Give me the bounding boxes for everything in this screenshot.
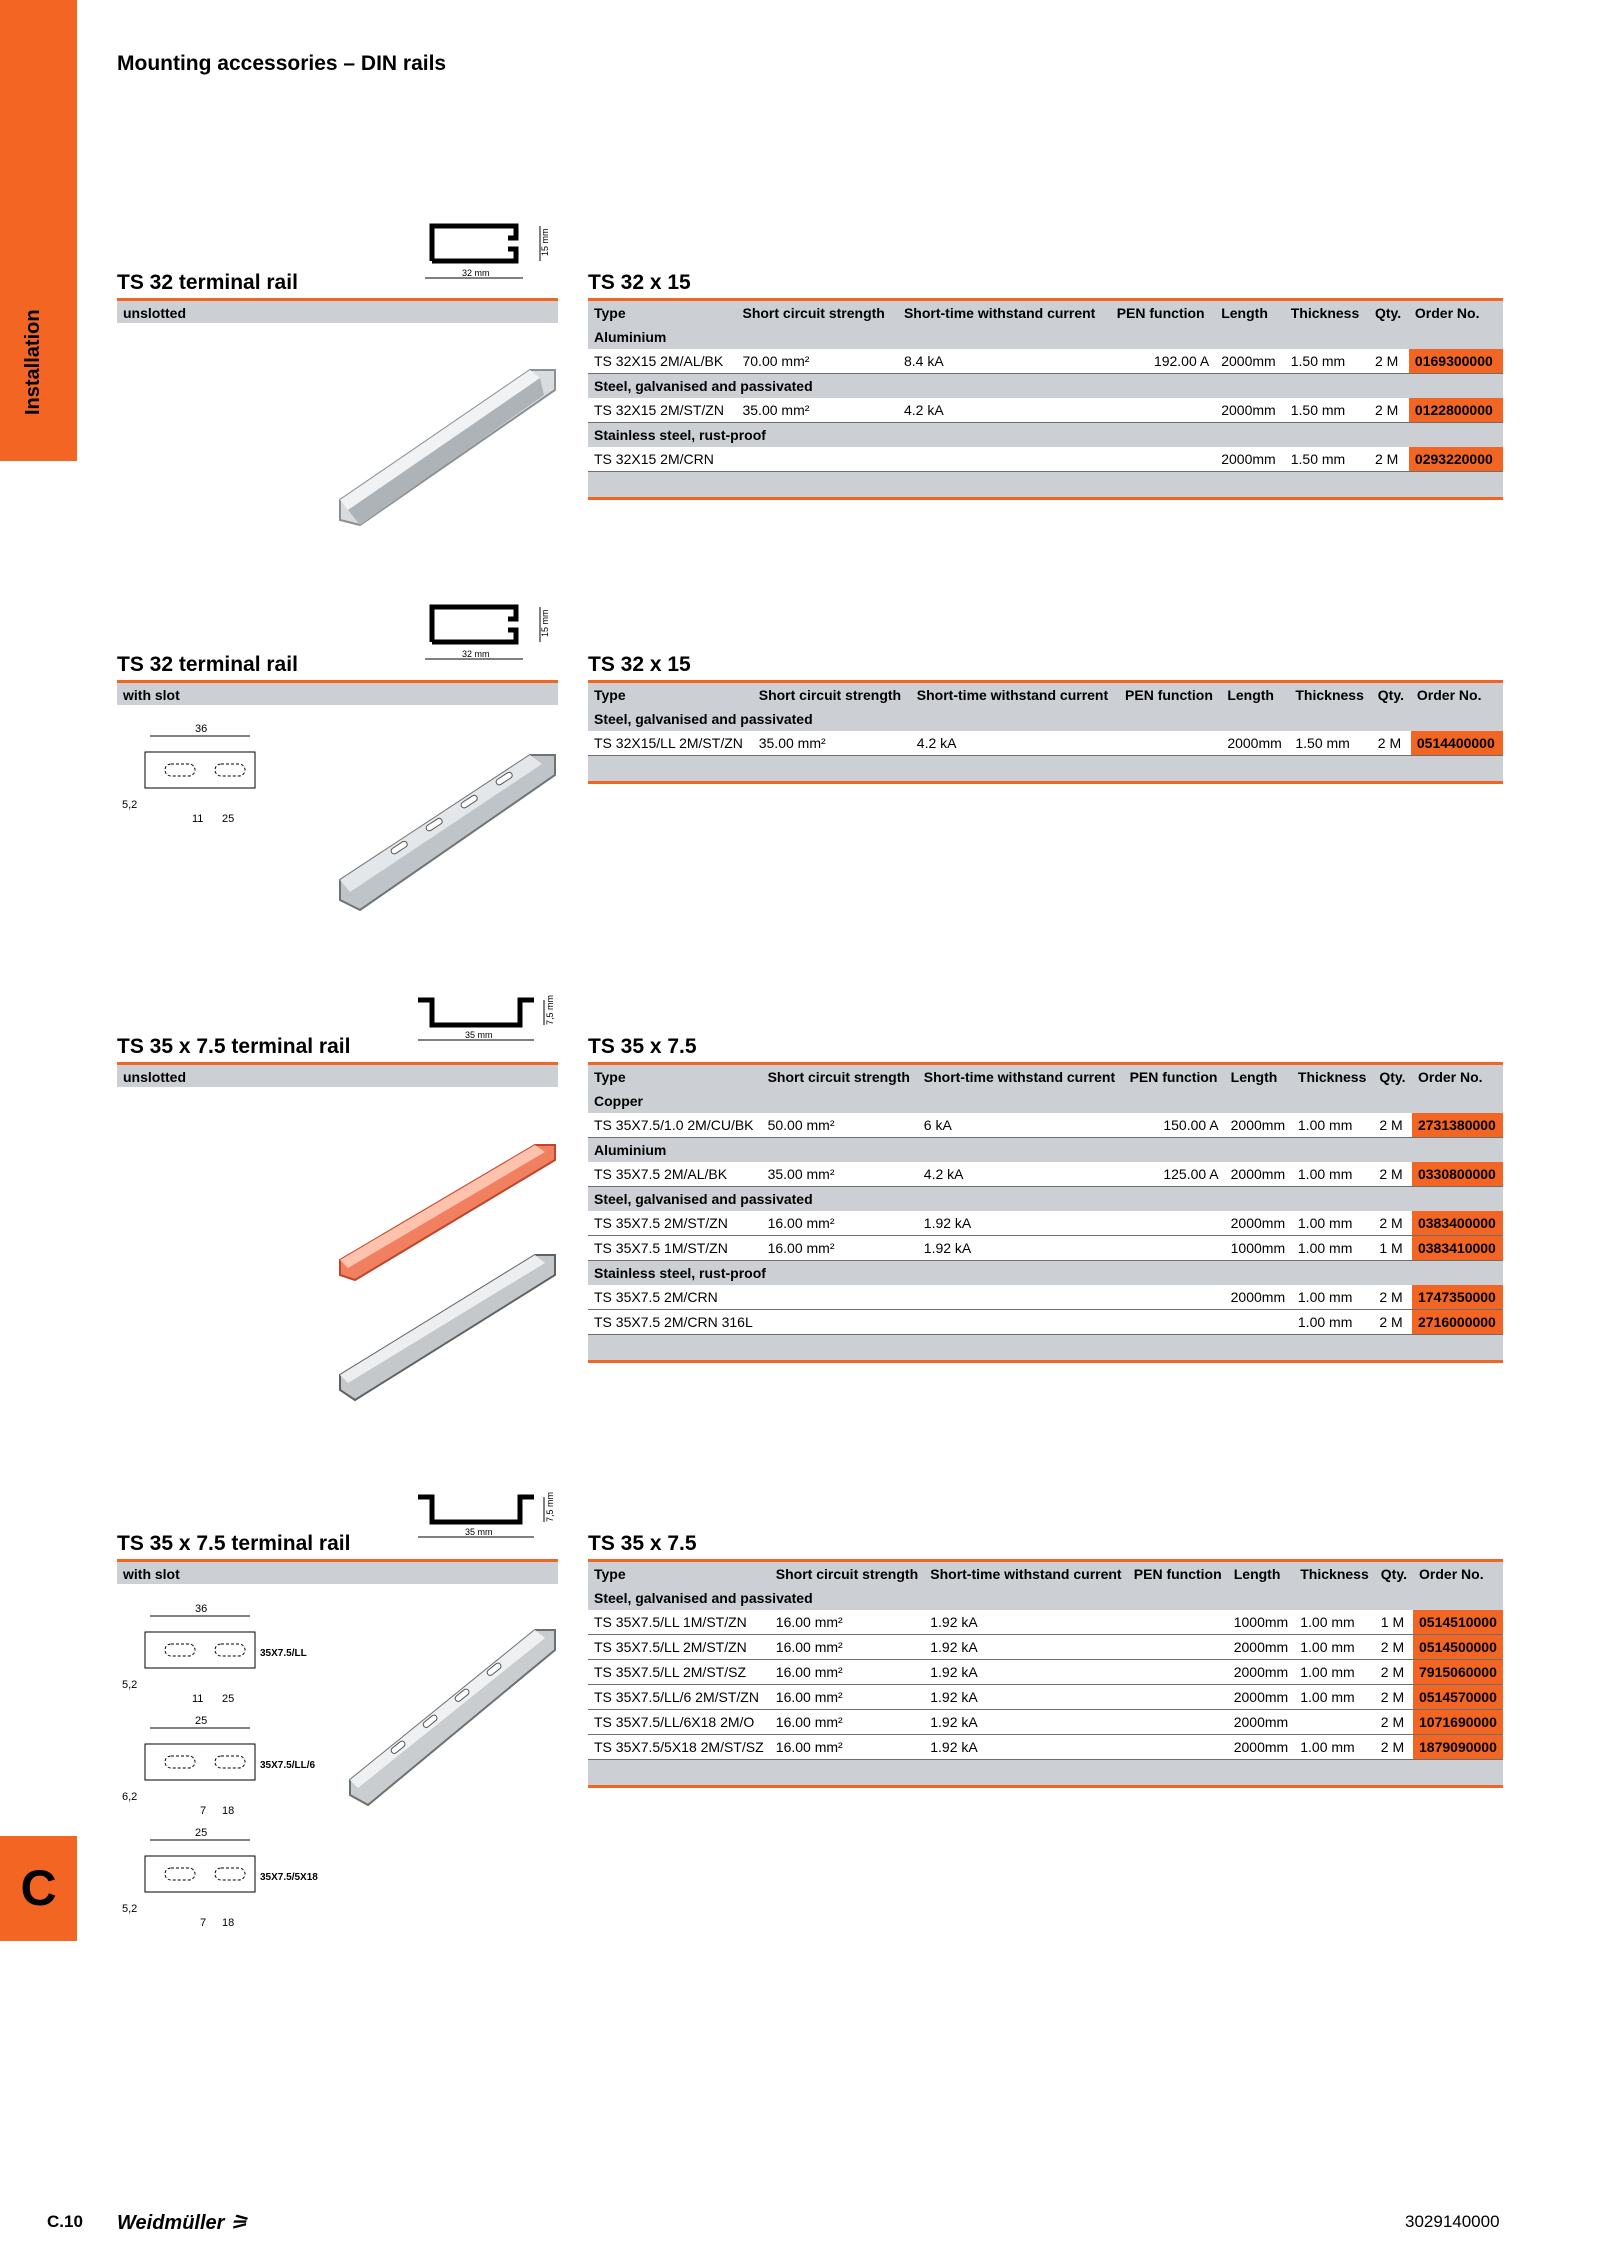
material-group-label: Steel, galvanised and passivated [588, 1586, 1503, 1610]
cell-thickness: 1.00 mm [1292, 1310, 1373, 1335]
cell-order-no: 0383400000 [1412, 1211, 1503, 1236]
column-header-type: Type [588, 683, 753, 707]
cell-type: TS 32X15/LL 2M/ST/ZN [588, 731, 753, 756]
side-tab-label: Installation [22, 309, 44, 415]
cell-order-no: 0514500000 [1413, 1635, 1503, 1660]
cell-short-circuit: 16.00 mm² [762, 1211, 918, 1236]
table-row [588, 1310, 1503, 1335]
cell-qty: 2 M [1375, 1635, 1413, 1660]
svg-text:5,2: 5,2 [122, 1903, 138, 1915]
product-title: TS 32 terminal rail [117, 271, 298, 294]
cell-length: 2000mm [1225, 1113, 1292, 1138]
column-header-withstand-current: Short-time withstand current [924, 1562, 1128, 1586]
cell-pen-function [1128, 1660, 1228, 1685]
table-title: TS 35 x 7.5 [588, 1035, 697, 1058]
rail-image [330, 360, 560, 540]
cell-thickness: 1.00 mm [1292, 1236, 1373, 1261]
svg-text:25: 25 [222, 813, 235, 825]
material-group-row [588, 707, 1503, 731]
table-footer-row [588, 472, 1503, 499]
variant-bar: unslotted [117, 301, 558, 323]
cell-thickness: 1.00 mm [1294, 1610, 1375, 1635]
cell-qty: 2 M [1375, 1685, 1413, 1710]
cell-order-no: 0169300000 [1409, 349, 1503, 374]
variant-bar: unslotted [117, 1065, 558, 1087]
rail-image [340, 1620, 560, 1810]
cell-length: 2000mm [1228, 1710, 1295, 1735]
table-title: TS 35 x 7.5 [588, 1532, 697, 1555]
rail-profile-drawing [410, 985, 560, 1055]
cell-length: 2000mm [1215, 349, 1285, 374]
cell-order-no: 0122800000 [1409, 398, 1503, 423]
cell-short-circuit: 16.00 mm² [762, 1236, 918, 1261]
table-row [588, 447, 1503, 472]
cell-length: 2000mm [1225, 1162, 1292, 1187]
material-group-row [588, 1138, 1503, 1163]
product-table [588, 683, 1503, 784]
cell-thickness: 1.00 mm [1294, 1735, 1375, 1760]
table-header-row [588, 1562, 1503, 1586]
cell-pen-function [1124, 1236, 1225, 1261]
slot-diagram [120, 1824, 350, 1934]
cell-type: TS 35X7.5/LL/6X18 2M/O [588, 1710, 770, 1735]
cell-thickness: 1.50 mm [1285, 349, 1369, 374]
cell-qty: 2 M [1375, 1735, 1413, 1760]
cell-withstand-current: 1.92 kA [924, 1660, 1128, 1685]
cell-withstand-current: 1.92 kA [924, 1710, 1128, 1735]
column-header-withstand-current: Short-time withstand current [918, 1065, 1124, 1089]
cell-order-no: 0514400000 [1411, 731, 1503, 756]
column-header-pen-function: PEN function [1111, 301, 1216, 325]
cell-order-no: 0293220000 [1409, 447, 1503, 472]
table-row [588, 1211, 1503, 1236]
svg-text:11: 11 [192, 813, 204, 825]
cell-type: TS 32X15 2M/CRN [588, 447, 736, 472]
material-group-row [588, 1261, 1503, 1286]
column-header-length: Length [1221, 683, 1289, 707]
product-table [588, 1562, 1503, 1788]
cell-length: 2000mm [1228, 1635, 1295, 1660]
profile-width-label: 35 mm [465, 1030, 493, 1040]
cell-short-circuit [762, 1310, 918, 1335]
cell-type: TS 35X7.5/LL 1M/ST/ZN [588, 1610, 770, 1635]
cell-short-circuit: 70.00 mm² [736, 349, 897, 374]
cell-withstand-current: 1.92 kA [918, 1211, 1124, 1236]
column-header-type: Type [588, 1562, 770, 1586]
material-group-row [588, 1089, 1503, 1113]
profile-height-label: 7,5 mm [545, 1491, 555, 1522]
cell-thickness: 1.00 mm [1292, 1113, 1373, 1138]
material-group-row [588, 374, 1503, 399]
cell-order-no: 7915060000 [1413, 1660, 1503, 1685]
column-header-short-circuit: Short circuit strength [753, 683, 911, 707]
cell-qty: 2 M [1375, 1660, 1413, 1685]
table-row [588, 1635, 1503, 1660]
cell-thickness: 1.00 mm [1292, 1211, 1373, 1236]
cell-length: 2000mm [1225, 1285, 1292, 1310]
page-number: C.10 [47, 2212, 83, 2231]
variant-bar: with slot [117, 1562, 558, 1584]
cell-pen-function [1128, 1635, 1228, 1660]
svg-text:7: 7 [200, 1805, 207, 1817]
svg-text:5,2: 5,2 [122, 799, 138, 811]
cell-withstand-current: 1.92 kA [924, 1635, 1128, 1660]
material-group-label: Aluminium [588, 325, 1503, 349]
cell-type: TS 35X7.5 2M/AL/BK [588, 1162, 762, 1187]
cell-pen-function: 125.00 A [1124, 1162, 1225, 1187]
cell-thickness: 1.00 mm [1292, 1162, 1373, 1187]
cell-withstand-current: 4.2 kA [918, 1162, 1124, 1187]
table-row [588, 1685, 1503, 1710]
cell-order-no: 0383410000 [1412, 1236, 1503, 1261]
product-table [588, 301, 1503, 500]
cell-qty: 2 M [1372, 731, 1411, 756]
brand-symbol-icon: ⚞ [230, 2212, 248, 2234]
material-group-row [588, 423, 1503, 448]
profile-width-label: 32 mm [462, 268, 490, 278]
cell-thickness: 1.00 mm [1294, 1635, 1375, 1660]
profile-height-label: 15 mm [540, 228, 550, 256]
table-row [588, 1236, 1503, 1261]
cell-qty: 2 M [1373, 1162, 1412, 1187]
svg-text:11: 11 [192, 1693, 204, 1705]
material-group-row [588, 1586, 1503, 1610]
cell-length: 2000mm [1228, 1660, 1295, 1685]
slot-diagram [120, 1712, 350, 1822]
cell-qty: 2 M [1373, 1285, 1412, 1310]
column-header-order-no: Order No. [1412, 1065, 1503, 1089]
table-row [588, 731, 1503, 756]
cell-length: 1000mm [1225, 1236, 1292, 1261]
column-header-type: Type [588, 1065, 762, 1089]
table-footer-row [588, 756, 1503, 783]
cell-withstand-current [918, 1310, 1124, 1335]
table-row [588, 1660, 1503, 1685]
brand-logo: Weidmüller ⚞ [117, 2212, 248, 2234]
cell-pen-function: 192.00 A [1111, 349, 1216, 374]
rail-profile-drawing [420, 216, 560, 296]
cell-withstand-current: 8.4 kA [898, 349, 1111, 374]
column-header-thickness: Thickness [1292, 1065, 1373, 1089]
cell-type: TS 35X7.5 1M/ST/ZN [588, 1236, 762, 1261]
column-header-type: Type [588, 301, 736, 325]
svg-text:5,2: 5,2 [122, 1679, 138, 1691]
profile-height-label: 15 mm [540, 609, 550, 637]
table-row [588, 349, 1503, 374]
column-header-thickness: Thickness [1294, 1562, 1375, 1586]
svg-text:35X7.5/LL: 35X7.5/LL [260, 1648, 307, 1659]
rail-profile-drawing [410, 1482, 560, 1552]
cell-qty: 2 M [1373, 1310, 1412, 1335]
table-row [588, 1285, 1503, 1310]
cell-type: TS 35X7.5 2M/CRN 316L [588, 1310, 762, 1335]
cell-withstand-current: 1.92 kA [924, 1735, 1128, 1760]
column-header-withstand-current: Short-time withstand current [911, 683, 1119, 707]
column-header-withstand-current: Short-time withstand current [898, 301, 1111, 325]
column-header-short-circuit: Short circuit strength [736, 301, 897, 325]
product-table [588, 1065, 1503, 1363]
rail-profile-drawing [420, 597, 560, 677]
cell-withstand-current [898, 447, 1111, 472]
cell-short-circuit: 16.00 mm² [770, 1710, 924, 1735]
table-row [588, 1610, 1503, 1635]
cell-order-no: 1747350000 [1412, 1285, 1503, 1310]
cell-length: 2000mm [1215, 447, 1285, 472]
column-header-qty: Qty. [1375, 1562, 1413, 1586]
table-footer-row [588, 1335, 1503, 1362]
table-row [588, 1710, 1503, 1735]
cell-type: TS 32X15 2M/ST/ZN [588, 398, 736, 423]
cell-short-circuit: 35.00 mm² [753, 731, 911, 756]
cell-short-circuit [736, 447, 897, 472]
column-header-short-circuit: Short circuit strength [770, 1562, 924, 1586]
cell-qty: 2 M [1373, 1211, 1412, 1236]
profile-width-label: 32 mm [462, 649, 490, 659]
cell-length: 2000mm [1215, 398, 1285, 423]
table-title: TS 32 x 15 [588, 271, 691, 294]
svg-text:36: 36 [195, 723, 208, 735]
slot-diagram [120, 1600, 350, 1710]
material-group-row [588, 325, 1503, 349]
page-title: Mounting accessories – DIN rails [117, 52, 447, 75]
column-header-qty: Qty. [1373, 1065, 1412, 1089]
cell-withstand-current: 4.2 kA [898, 398, 1111, 423]
material-group-label: Steel, galvanised and passivated [588, 374, 1503, 399]
rail-image-steel [330, 1250, 560, 1410]
column-header-order-no: Order No. [1411, 683, 1503, 707]
cell-pen-function [1111, 447, 1216, 472]
cell-short-circuit: 35.00 mm² [762, 1162, 918, 1187]
svg-text:25: 25 [195, 1827, 208, 1839]
cell-order-no: 2716000000 [1412, 1310, 1503, 1335]
cell-length: 2000mm [1225, 1211, 1292, 1236]
column-header-length: Length [1215, 301, 1285, 325]
cell-short-circuit: 16.00 mm² [770, 1685, 924, 1710]
cell-short-circuit: 16.00 mm² [770, 1610, 924, 1635]
cell-pen-function [1128, 1710, 1228, 1735]
cell-withstand-current: 1.92 kA [918, 1236, 1124, 1261]
material-group-label: Stainless steel, rust-proof [588, 1261, 1503, 1286]
svg-text:36: 36 [195, 1603, 208, 1615]
cell-order-no: 0514510000 [1413, 1610, 1503, 1635]
cell-pen-function [1111, 398, 1216, 423]
cell-pen-function [1124, 1310, 1225, 1335]
column-header-order-no: Order No. [1413, 1562, 1503, 1586]
cell-pen-function [1124, 1285, 1225, 1310]
cell-pen-function [1119, 731, 1221, 756]
table-row [588, 1113, 1503, 1138]
cell-withstand-current: 4.2 kA [911, 731, 1119, 756]
column-header-length: Length [1225, 1065, 1292, 1089]
table-row [588, 1735, 1503, 1760]
cell-short-circuit: 35.00 mm² [736, 398, 897, 423]
document-number: 3029140000 [1405, 2212, 1500, 2231]
column-header-thickness: Thickness [1289, 683, 1371, 707]
column-header-pen-function: PEN function [1124, 1065, 1225, 1089]
cell-thickness: 1.00 mm [1294, 1660, 1375, 1685]
material-group-label: Copper [588, 1089, 1503, 1113]
cell-withstand-current: 6 kA [918, 1113, 1124, 1138]
cell-length [1225, 1310, 1292, 1335]
cell-thickness: 1.50 mm [1289, 731, 1371, 756]
cell-order-no: 2731380000 [1412, 1113, 1503, 1138]
table-title: TS 32 x 15 [588, 653, 691, 676]
svg-text:18: 18 [222, 1805, 235, 1817]
cell-type: TS 35X7.5/LL 2M/ST/SZ [588, 1660, 770, 1685]
cell-withstand-current [918, 1285, 1124, 1310]
profile-width-label: 35 mm [465, 1527, 493, 1537]
material-group-label: Steel, galvanised and passivated [588, 707, 1503, 731]
cell-order-no: 1071690000 [1413, 1710, 1503, 1735]
slot-diagram [120, 720, 270, 830]
cell-pen-function [1124, 1211, 1225, 1236]
cell-qty: 2 M [1375, 1710, 1413, 1735]
cell-pen-function [1128, 1610, 1228, 1635]
cell-thickness: 1.50 mm [1285, 447, 1369, 472]
cell-type: TS 35X7.5 2M/ST/ZN [588, 1211, 762, 1236]
column-header-length: Length [1228, 1562, 1295, 1586]
cell-pen-function: 150.00 A [1124, 1113, 1225, 1138]
cell-pen-function [1128, 1685, 1228, 1710]
cell-type: TS 35X7.5/LL 2M/ST/ZN [588, 1635, 770, 1660]
cell-short-circuit: 16.00 mm² [770, 1660, 924, 1685]
cell-qty: 2 M [1369, 349, 1409, 374]
column-header-pen-function: PEN function [1119, 683, 1221, 707]
cell-type: TS 35X7.5/LL/6 2M/ST/ZN [588, 1685, 770, 1710]
rail-image [330, 750, 560, 920]
cell-type: TS 32X15 2M/AL/BK [588, 349, 736, 374]
cell-length: 2000mm [1221, 731, 1289, 756]
svg-text:6,2: 6,2 [122, 1791, 138, 1803]
cell-short-circuit: 16.00 mm² [770, 1735, 924, 1760]
column-header-qty: Qty. [1372, 683, 1411, 707]
cell-type: TS 35X7.5/1.0 2M/CU/BK [588, 1113, 762, 1138]
cell-short-circuit: 16.00 mm² [770, 1635, 924, 1660]
cell-short-circuit [762, 1285, 918, 1310]
cell-qty: 1 M [1375, 1610, 1413, 1635]
cell-length: 2000mm [1228, 1735, 1295, 1760]
table-header-row [588, 301, 1503, 325]
column-header-pen-function: PEN function [1128, 1562, 1228, 1586]
column-header-thickness: Thickness [1285, 301, 1369, 325]
cell-qty: 2 M [1369, 447, 1409, 472]
cell-short-circuit: 50.00 mm² [762, 1113, 918, 1138]
material-group-label: Stainless steel, rust-proof [588, 423, 1503, 448]
svg-text:18: 18 [222, 1917, 235, 1929]
table-header-row [588, 683, 1503, 707]
variant-bar: with slot [117, 683, 558, 705]
cell-qty: 2 M [1369, 398, 1409, 423]
cell-order-no: 0330800000 [1412, 1162, 1503, 1187]
material-group-label: Steel, galvanised and passivated [588, 1187, 1503, 1212]
cell-length: 1000mm [1228, 1610, 1295, 1635]
material-group-row [588, 1187, 1503, 1212]
cell-length: 2000mm [1228, 1685, 1295, 1710]
material-group-label: Aluminium [588, 1138, 1503, 1163]
cell-withstand-current: 1.92 kA [924, 1685, 1128, 1710]
svg-text:35X7.5/LL/6: 35X7.5/LL/6 [260, 1760, 316, 1771]
table-row [588, 398, 1503, 423]
cell-order-no: 1879090000 [1413, 1735, 1503, 1760]
cell-thickness [1294, 1710, 1375, 1735]
cell-thickness: 1.50 mm [1285, 398, 1369, 423]
cell-qty: 2 M [1373, 1113, 1412, 1138]
svg-text:7: 7 [200, 1917, 207, 1929]
cell-withstand-current: 1.92 kA [924, 1610, 1128, 1635]
cell-pen-function [1128, 1735, 1228, 1760]
profile-height-label: 7,5 mm [545, 994, 555, 1025]
cell-type: TS 35X7.5 2M/CRN [588, 1285, 762, 1310]
cell-order-no: 0514570000 [1413, 1685, 1503, 1710]
cell-thickness: 1.00 mm [1294, 1685, 1375, 1710]
product-title: TS 35 x 7.5 terminal rail [117, 1532, 351, 1555]
cell-type: TS 35X7.5/5X18 2M/ST/SZ [588, 1735, 770, 1760]
table-footer-row [588, 1760, 1503, 1787]
column-header-short-circuit: Short circuit strength [762, 1065, 918, 1089]
table-header-row [588, 1065, 1503, 1089]
table-row [588, 1162, 1503, 1187]
svg-text:35X7.5/5X18: 35X7.5/5X18 [260, 1872, 318, 1883]
svg-text:25: 25 [195, 1715, 208, 1727]
chapter-letter-tab: C [0, 1836, 77, 1941]
product-title: TS 32 terminal rail [117, 653, 298, 676]
product-title: TS 35 x 7.5 terminal rail [117, 1035, 351, 1058]
column-header-qty: Qty. [1369, 301, 1409, 325]
svg-text:25: 25 [222, 1693, 235, 1705]
cell-thickness: 1.00 mm [1292, 1285, 1373, 1310]
cell-qty: 1 M [1373, 1236, 1412, 1261]
column-header-order-no: Order No. [1409, 301, 1503, 325]
